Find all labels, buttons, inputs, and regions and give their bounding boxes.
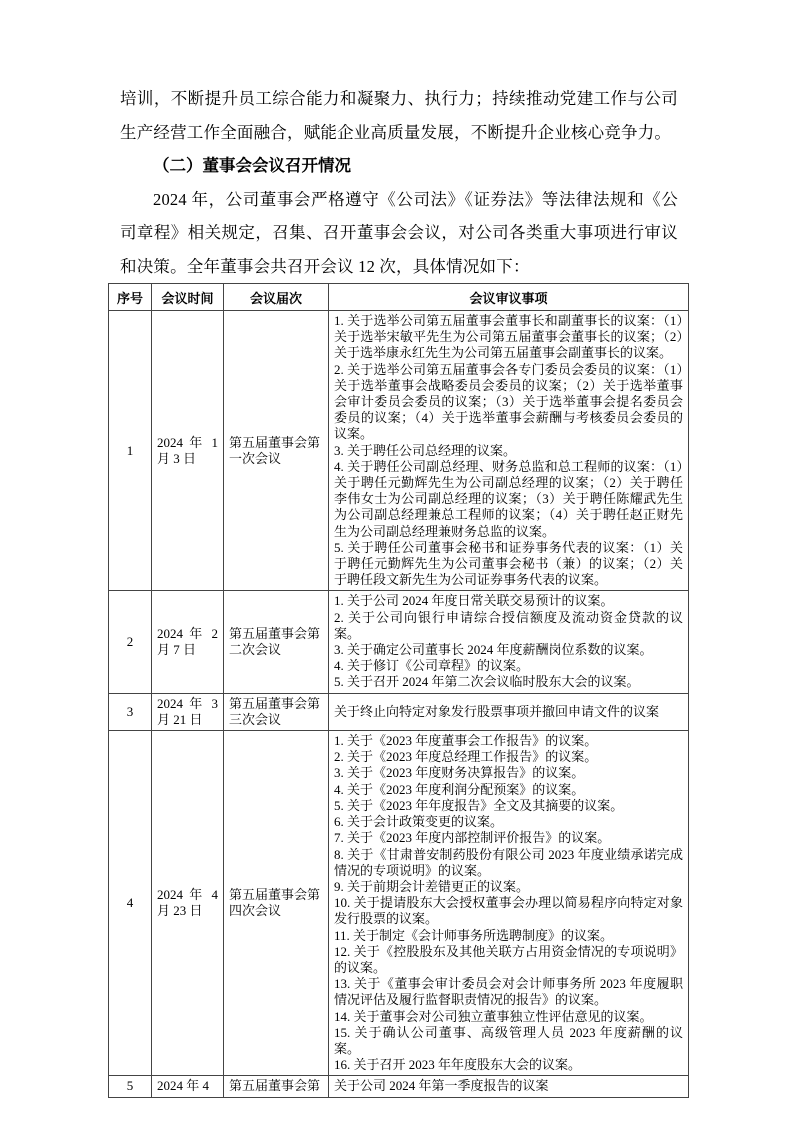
table-body — [109, 311, 689, 1098]
cell-meeting-time — [152, 693, 224, 730]
cell-serial-number: 4 — [109, 731, 152, 1076]
agenda-item: 1. 关于选举公司第五届董事会董事长和副董事长的议案：（1）关于选举宋敏平先生为公司第五届董事会董事长的议案；（2）关于选举康永红先生为公司第五届董事会副董事长的议案。 — [334, 313, 683, 361]
agenda-item: 5. 关于《2023 年年度报告》全文及其摘要的议案。 — [334, 797, 624, 813]
cell-meeting-session — [224, 731, 329, 1076]
cell-meeting-time — [152, 591, 224, 693]
meeting-session-line: 第五届董事会第 — [229, 887, 321, 902]
agenda-item: 3. 关于聘任公司总经理的议案。 — [334, 442, 517, 458]
agenda-item: 13. 关于《董事会审计委员会对会计师事务所 2023 年度履职情况评估及履行监督职责情况的报告》的议案。 — [334, 976, 683, 1008]
agenda-item: 关于公司 2024 年第一季度报告的议案 — [334, 1078, 549, 1094]
section-heading: （二）董事会会议召开情况 — [153, 156, 351, 175]
agenda-item: 3. 关于确定公司董事长 2024 年度薪酬岗位系数的议案。 — [334, 642, 653, 658]
meeting-session-line: 第五届董事会第 — [229, 1078, 321, 1094]
agenda-item: 1. 关于《2023 年度董事会工作报告》的议案。 — [334, 733, 598, 749]
meeting-session-line: 第五届董事会第 — [229, 434, 321, 450]
cell-meeting-agenda — [329, 731, 689, 1076]
table-row — [109, 1076, 689, 1097]
meeting-time-line: 2024 年 1 — [157, 434, 218, 450]
cell-meeting-session — [224, 591, 329, 693]
header-meeting-time: 会议时间 — [152, 284, 224, 311]
agenda-item: 16. 关于召开 2023 年年度股东大会的议案。 — [334, 1057, 582, 1073]
cell-serial-number: 5 — [109, 1076, 152, 1097]
cell-meeting-agenda — [329, 693, 689, 730]
agenda-item: 5. 关于召开 2024 年第二次会议临时股东大会的议案。 — [334, 674, 640, 690]
table-row — [109, 731, 689, 1076]
agenda-item: 2. 关于公司向银行申请综合授信额度及流动资金贷款的议案。 — [334, 609, 683, 641]
paragraph-continuation: 培训，不断提升员工综合能力和凝聚力、执行力；持续推动党建工作与公司生产经营工作全面融合，赋能企业高质量发展，不断提升企业核心竞争力。 — [120, 89, 678, 142]
meeting-session-line: 三次会议 — [229, 711, 282, 727]
agenda-item: 7. 关于《2023 年度内部控制评价报告》的议案。 — [334, 830, 611, 846]
cell-meeting-agenda — [329, 591, 689, 693]
meeting-session-line: 第五届董事会第 — [229, 695, 321, 711]
meeting-session-line: 一次会议 — [229, 450, 282, 466]
meeting-time-line: 2024 年 2 — [157, 625, 218, 641]
board-meetings-table — [108, 283, 689, 1098]
agenda-item: 1. 关于公司 2024 年度日常关联交易预计的议案。 — [334, 593, 614, 609]
cell-meeting-time — [152, 731, 224, 1076]
agenda-item: 2. 关于《2023 年度总经理工作报告》的议案。 — [334, 749, 598, 765]
cell-meeting-session — [224, 1076, 329, 1097]
meeting-session-line: 四次会议 — [229, 903, 282, 919]
agenda-item: 14. 关于董事会对公司独立董事独立性评估意见的议案。 — [334, 1008, 653, 1024]
meeting-time-line: 2024 年 4 — [157, 887, 218, 902]
agenda-item: 8. 关于《甘肃普安制药股份有限公司 2023 年度业绩承诺完成情况的专项说明》的议案。 — [334, 846, 683, 878]
cell-serial-number: 1 — [109, 311, 152, 591]
paragraph-intro: 2024 年，公司董事会严格遵守《公司法》《证券法》等法律法规和《公司章程》相关规定，召集、召开董事会会议，对公司各类重大事项进行审议和决策。全年董事会共召开会议 12 次，具体情况如下： — [120, 189, 678, 276]
meeting-time-line: 月 21 日 — [157, 711, 203, 727]
header-meeting-agenda: 会议审议事项 — [329, 284, 689, 311]
table-row — [109, 311, 689, 591]
cell-meeting-time — [152, 1076, 224, 1097]
agenda-item: 15. 关于确认公司董事、高级管理人员 2023 年度薪酬的议案。 — [334, 1024, 683, 1056]
header-meeting-session: 会议届次 — [224, 284, 329, 311]
table-row — [109, 591, 689, 693]
meeting-session-line: 第五届董事会第 — [229, 625, 321, 641]
agenda-item: 10. 关于提请股东大会授权董事会办理以简易程序向特定对象发行股票的议案。 — [334, 895, 683, 927]
meeting-time-line: 月 23 日 — [157, 903, 203, 919]
table-header-row — [109, 284, 689, 311]
agenda-item: 4. 关于聘任公司副总经理、财务总监和总工程师的议案：（1）关于聘任元勤辉先生为公司副总经理的议案；（2）关于聘任李伟女士为公司副总经理的议案；（3）关于聘任陈耀武先生为公司副总经理兼总工程师的议案；（4）关于聘任赵正财先生为公司副总经理兼财务总监的议案。 — [334, 458, 683, 539]
meeting-time-line: 2024 年 4 — [157, 1078, 210, 1094]
agenda-item: 5. 关于聘任公司董事会秘书和证券事务代表的议案：（1）关于聘任元勤辉先生为公司董事会秘书（兼）的议案；（2）关于聘任段文新先生为公司证券事务代表的议案。 — [334, 539, 683, 588]
meeting-session-line: 二次会议 — [229, 642, 282, 658]
meeting-time-line: 月 3 日 — [157, 450, 197, 466]
table-row — [109, 693, 689, 730]
agenda-item: 6. 关于会计政策变更的议案。 — [334, 814, 504, 830]
agenda-item: 2. 关于选举公司第五届董事会各专门委员会委员的议案：（1）关于选举董事会战略委员会委员的议案；（2）关于选举董事会审计委员会委员的议案；（3）关于选举董事会提名委员会委员的议案；（4）关于选举董事会薪酬与考核委员会委员的议案。 — [334, 361, 683, 442]
meeting-time-line: 2024 年 3 — [157, 695, 218, 711]
cell-meeting-agenda — [329, 311, 689, 591]
agenda-item: 关于终止向特定对象发行股票事项并撤回申请文件的议案 — [334, 703, 660, 719]
cell-serial-number: 3 — [109, 693, 152, 730]
cell-meeting-time — [152, 311, 224, 591]
header-serial-number: 序号 — [109, 284, 152, 311]
cell-meeting-session — [224, 693, 329, 730]
agenda-item: 4. 关于修订《公司章程》的议案。 — [334, 658, 530, 674]
agenda-item: 11. 关于制定《会计师事务所选聘制度》的议案。 — [334, 927, 614, 943]
cell-meeting-session — [224, 311, 329, 591]
meeting-time-line: 月 7 日 — [157, 642, 197, 658]
cell-meeting-agenda — [329, 1076, 689, 1097]
agenda-item: 9. 关于前期会计差错更正的议案。 — [334, 878, 530, 894]
agenda-item: 3. 关于《2023 年度财务决算报告》的议案。 — [334, 765, 585, 781]
cell-serial-number: 2 — [109, 591, 152, 693]
agenda-item: 4. 关于《2023 年度利润分配预案》的议案。 — [334, 781, 585, 797]
agenda-item: 12. 关于《控股股东及其他关联方占用资金情况的专项说明》的议案。 — [334, 943, 683, 975]
